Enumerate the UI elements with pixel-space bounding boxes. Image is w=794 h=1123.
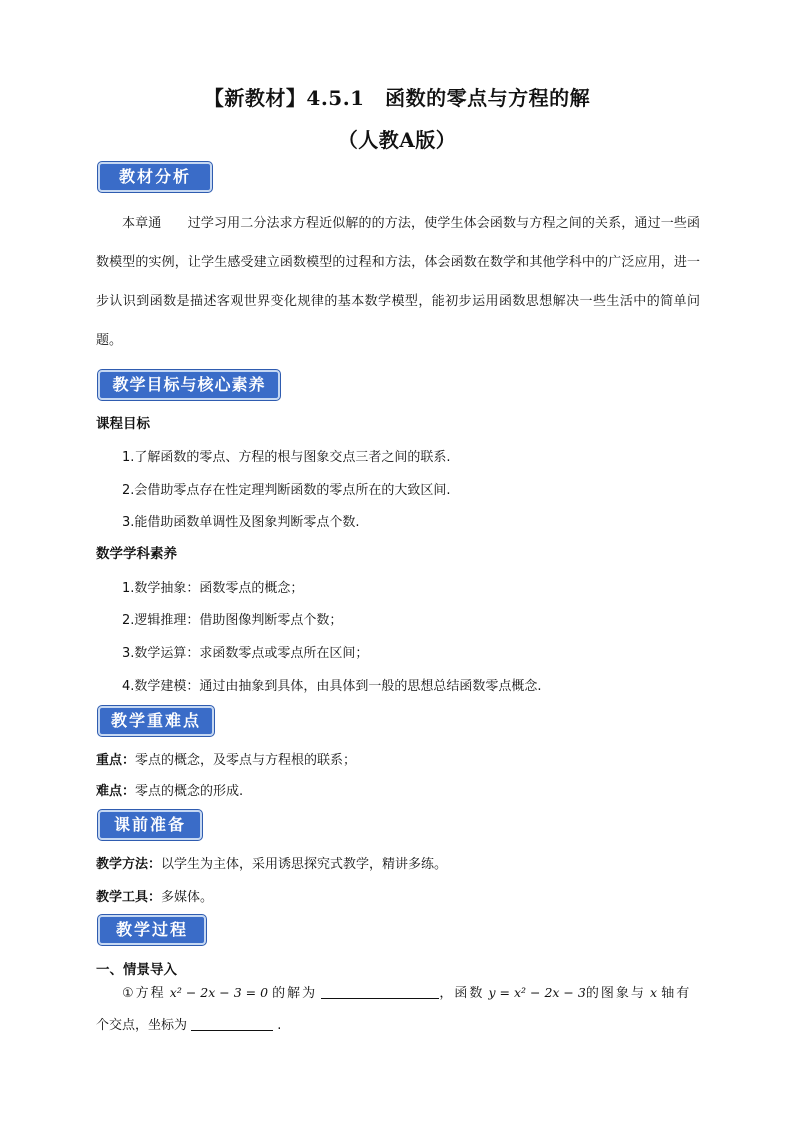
literacy-item-1: 1.数学抽象：函数零点的概念； bbox=[122, 581, 304, 596]
q1-part-f: 个交点，坐标为 bbox=[96, 1018, 188, 1033]
q1-part-d: 的图象与 bbox=[585, 986, 646, 1001]
tools-line bbox=[96, 886, 213, 905]
document-title: 【新教材】4.5.1 函数的零点与方程的解 bbox=[203, 86, 591, 110]
x-axis-symbol: x bbox=[649, 985, 658, 1000]
q1-part-b: 的解为 bbox=[272, 986, 318, 1001]
method-line bbox=[96, 853, 447, 872]
tools-text: 多媒体。 bbox=[161, 890, 214, 905]
intro-heading: 一、情景导入 bbox=[96, 962, 177, 978]
method-text: 以学生为主体，采用诱思探究式教学，精讲多练。 bbox=[161, 857, 448, 872]
intro-question-line-2 bbox=[96, 1014, 281, 1033]
equation-1: x² − 2x − 3 = 0 bbox=[169, 985, 269, 1000]
literacy-item-4: 4.数学建模：通过由抽象到具体，由具体到一般的思想总结函数零点概念. bbox=[122, 679, 542, 694]
section-badge-goals: 教学目标与核心素养 bbox=[98, 370, 280, 400]
key-point-line bbox=[96, 749, 356, 768]
course-goal-2: 2.会借助零点存在性定理判断函数的零点所在的大致区间. bbox=[122, 483, 451, 498]
section-badge-keypoints: 教学重难点 bbox=[98, 706, 214, 736]
key-point-text: 零点的概念，及零点与方程根的联系； bbox=[135, 753, 357, 768]
edition-subtitle: （人教A版） bbox=[337, 128, 457, 152]
q1-part-a: ①方程 bbox=[122, 986, 166, 1001]
course-goal-3: 3.能借助函数单调性及图象判断零点个数. bbox=[122, 515, 360, 530]
literacy-item-2: 2.逻辑推理：借助图像判断零点个数； bbox=[122, 613, 343, 628]
tools-label: 教学工具： bbox=[96, 890, 162, 905]
answer-blank-solutions[interactable] bbox=[321, 985, 439, 999]
section-badge-analysis: 教材分析 bbox=[98, 162, 212, 192]
intro-question-line-1 bbox=[122, 983, 700, 1004]
key-point-label: 重点： bbox=[96, 753, 136, 768]
q1-part-c: ，函数 bbox=[439, 986, 485, 1001]
q1-part-g: . bbox=[277, 1018, 282, 1033]
analysis-text: 本章通 过学习用二分法求方程近似解的的方法，使学生体会函数与方程之间的关系，通过一些函数模型的实例，让学生感受建立函数模型的过程和方法，体会函数在数学和其他学科中的广泛应用，进一步认识到函数是描述客观世界变化规律的基本数学模型，能初步运用函数思想解决一些生活中的简单问题。 bbox=[96, 216, 700, 348]
answer-blank-coordinates[interactable] bbox=[191, 1017, 273, 1031]
course-goal-1: 1.了解函数的零点、方程的根与图象交点三者之间的联系. bbox=[122, 450, 451, 465]
literacy-heading: 数学学科素养 bbox=[96, 546, 177, 562]
course-goals-heading: 课程目标 bbox=[96, 416, 150, 432]
difficulty-label: 难点： bbox=[96, 784, 136, 799]
literacy-item-3: 3.数学运算：求函数零点或零点所在区间； bbox=[122, 646, 369, 661]
analysis-paragraph bbox=[96, 204, 700, 360]
section-badge-process: 教学过程 bbox=[98, 915, 206, 945]
difficulty-line bbox=[96, 780, 243, 799]
method-label: 教学方法： bbox=[96, 857, 162, 872]
section-badge-prep: 课前准备 bbox=[98, 810, 202, 840]
q1-part-e: 轴有 bbox=[661, 986, 692, 1001]
difficulty-text: 零点的概念的形成. bbox=[135, 784, 244, 799]
equation-2: y = x² − 2x − 3 bbox=[488, 985, 586, 1000]
